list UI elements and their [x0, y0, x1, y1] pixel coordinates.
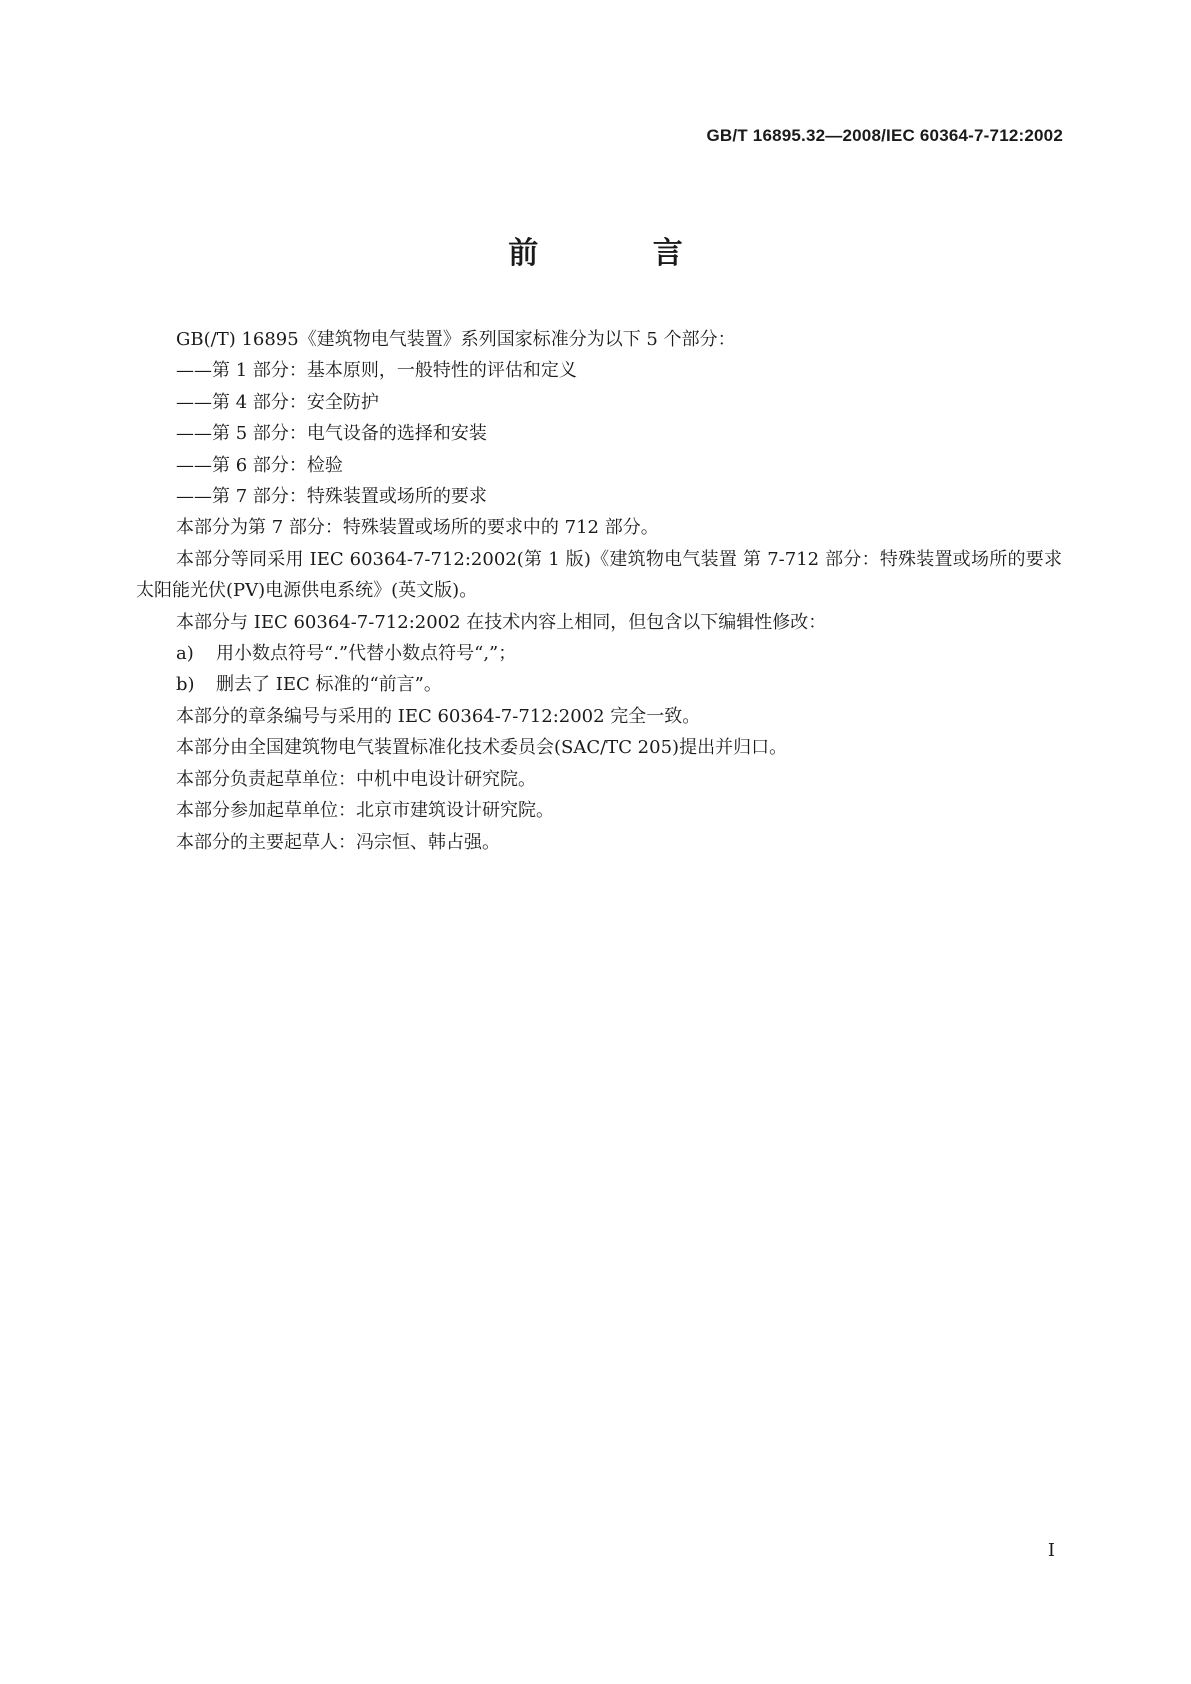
edit-marker: b) — [176, 674, 195, 696]
adoption-paragraph: 本部分等同采用 IEC 60364-7-712:2002(第 1 版)《建筑物电气装置 第 7-712 部分：特殊装置或场所的要求 太阳能光伏(PV)电源供电系统》(英文版)。 — [136, 548, 1062, 602]
edit-text: 用小数点符号“.”代替小数点符号“,”； — [216, 643, 517, 665]
edit-text: 删去了 IEC 标准的“前言”。 — [216, 674, 442, 696]
drafting-unit-paragraph: 本部分负责起草单位：中机中电设计研究院。 — [176, 768, 536, 790]
page-number: I — [1047, 1540, 1055, 1561]
drafters-paragraph: 本部分的主要起草人：冯宗恒、韩占强。 — [176, 831, 500, 853]
modification-paragraph: 本部分与 IEC 60364-7-712:2002 在技术内容上相同，但包含以下编辑性修改： — [176, 611, 827, 633]
participating-unit-paragraph: 本部分参加起草单位：北京市建筑设计研究院。 — [176, 800, 554, 822]
edit-item — [136, 669, 1062, 700]
page-title: 前 言 — [508, 236, 735, 271]
foreword-body — [136, 324, 1062, 858]
part-item: ——第 4 部分：安全防护 — [176, 391, 379, 413]
committee-paragraph: 本部分由全国建筑物电气装置标准化技术委员会(SAC/TC 205)提出并归口。 — [176, 737, 788, 759]
numbering-paragraph: 本部分的章条编号与采用的 IEC 60364-7-712:2002 完全一致。 — [176, 705, 701, 727]
standard-code-header: GB/T 16895.32—2008/IEC 60364-7-712:2002 — [706, 126, 1063, 145]
part-item: ——第 5 部分：电气设备的选择和安装 — [176, 423, 487, 445]
part-item: ——第 1 部分：基本原则，一般特性的评估和定义 — [176, 360, 577, 382]
part-item: ——第 6 部分：检验 — [176, 454, 343, 476]
edit-item — [136, 638, 1062, 669]
part-item: ——第 7 部分：特殊装置或场所的要求 — [176, 486, 487, 508]
scope-paragraph: 本部分为第 7 部分：特殊装置或场所的要求中的 712 部分。 — [176, 517, 659, 539]
edit-marker: a) — [176, 643, 194, 665]
intro-paragraph: GB(/T) 16895《建筑物电气装置》系列国家标准分为以下 5 个部分： — [176, 329, 736, 350]
